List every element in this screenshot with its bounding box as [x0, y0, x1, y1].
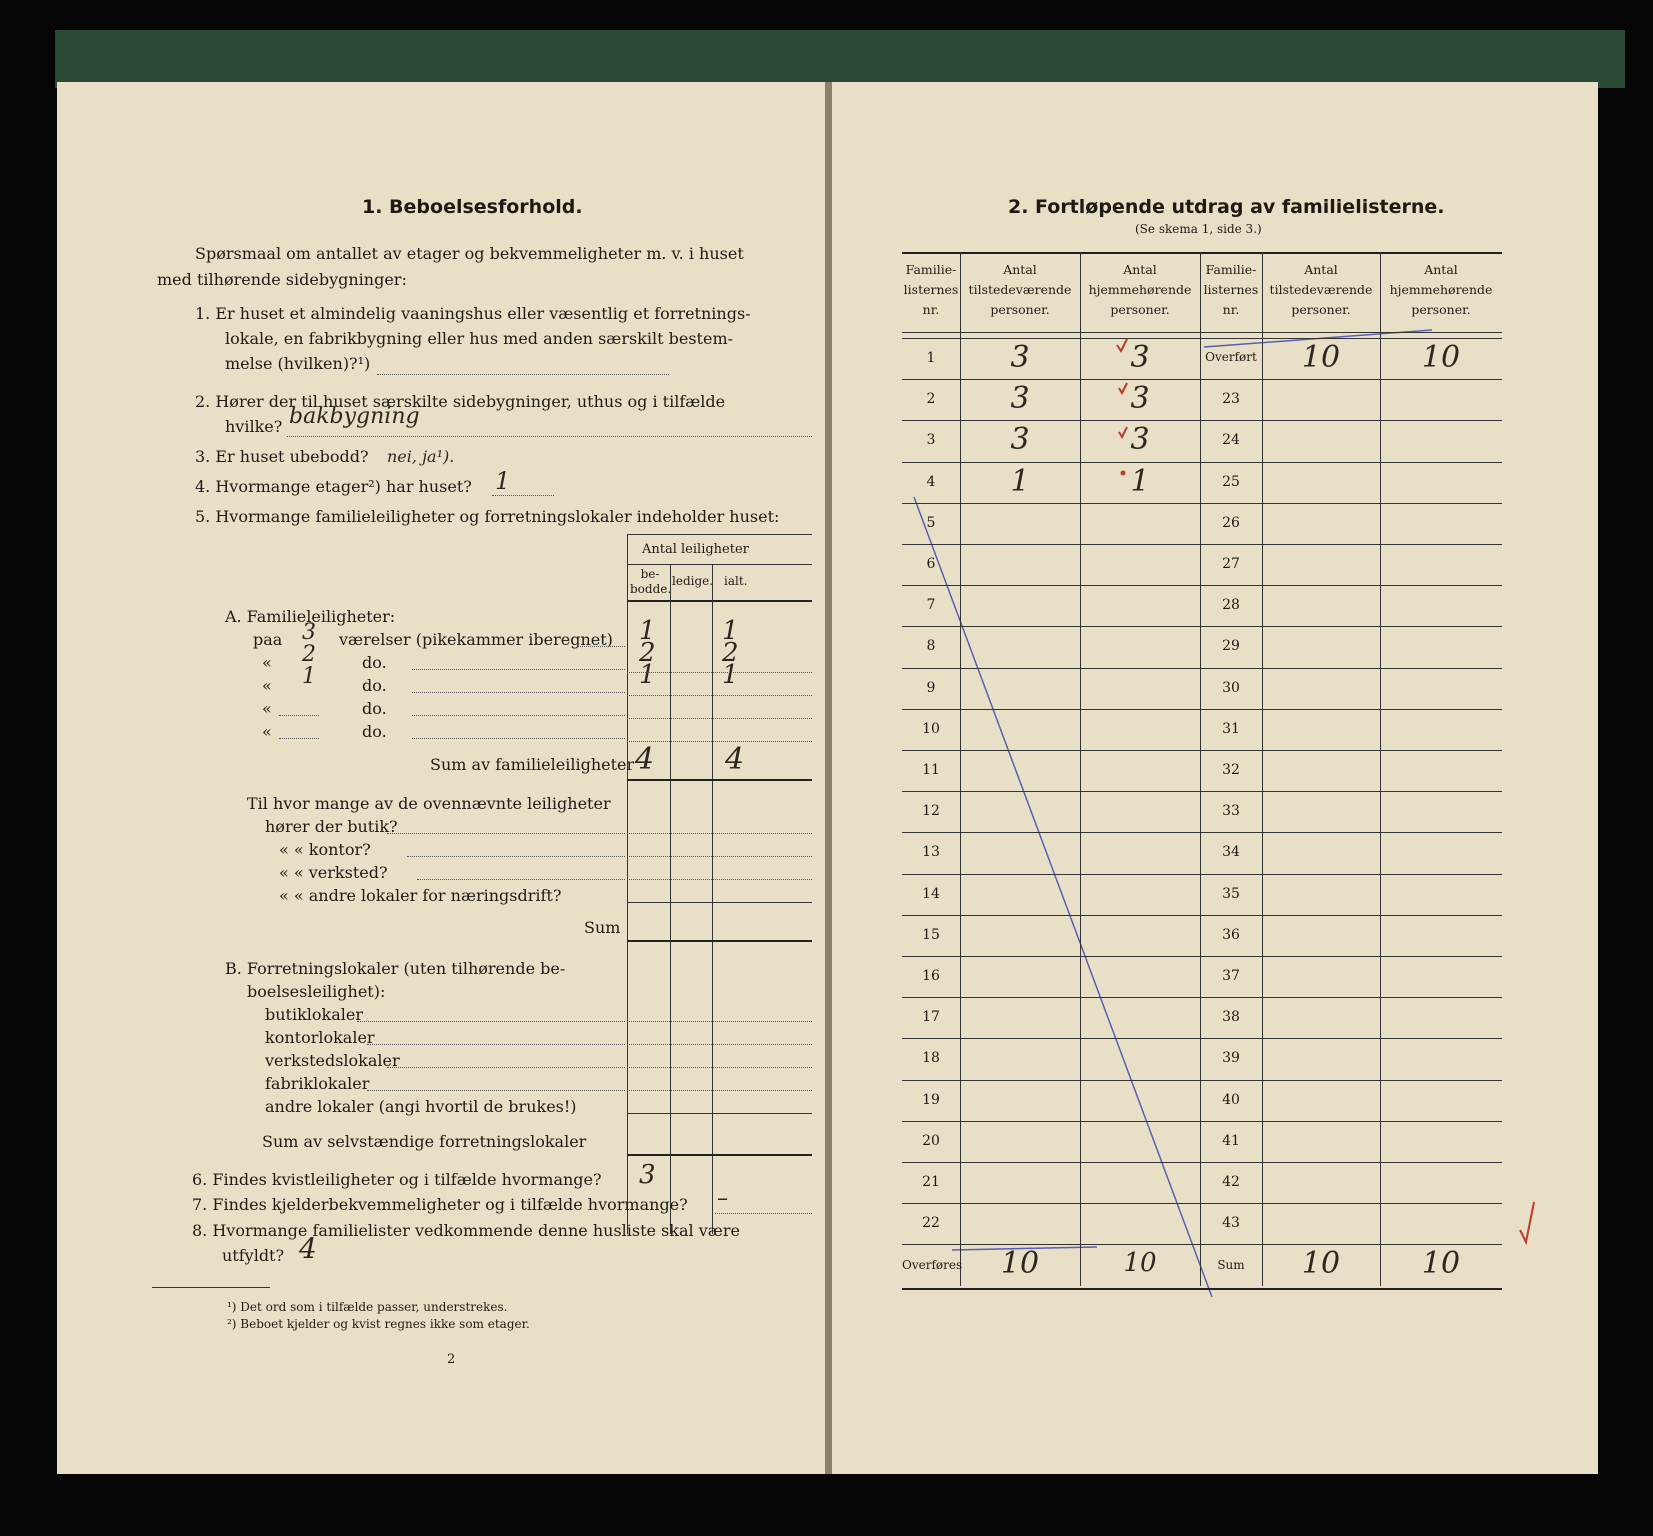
- question-6-answer-handwritten: 3: [639, 1160, 656, 1190]
- footnote-1: ¹) Det ord som i tilfælde passer, understrekes.: [227, 1300, 508, 1314]
- kontorlokaler-label: kontorlokaler: [265, 1028, 375, 1047]
- butik-row-rule: [627, 833, 812, 834]
- left-row-nr: 8: [926, 638, 936, 655]
- header-nr-right-line-1: Familie-: [1205, 262, 1257, 277]
- kontor-label: « « kontor?: [279, 840, 371, 859]
- andre-row-rule: [627, 902, 812, 903]
- question-8-answer-handwritten: 4: [299, 1232, 317, 1265]
- question-2-line-1: 2. Hører der til huset særskilte sidebygninger, uthus og i tilfælde: [195, 392, 726, 411]
- left-row-nr: 3: [926, 432, 936, 449]
- left-row-hjemme: 3: [1130, 381, 1150, 417]
- question-3: 3. Er huset ubebodd?: [195, 447, 369, 466]
- left-row-nr: 14: [922, 885, 940, 902]
- family-table-top-rule: [902, 252, 1502, 254]
- andre-label: « « andre lokaler for næringsdrift?: [279, 886, 562, 905]
- family-table-bottom-rule: [902, 1288, 1502, 1290]
- sum-family-bebodde: 4: [635, 742, 655, 777]
- footnote-separator: [152, 1287, 270, 1288]
- header-tilstede-left-line-1: Antal: [1003, 262, 1037, 277]
- row-1-dots: [577, 646, 625, 647]
- left-row-nr: 17: [922, 1009, 940, 1026]
- header-nr-right-line-2: listernes: [1203, 282, 1259, 297]
- header-tilstede-right-line-3: personer.: [1291, 302, 1351, 317]
- intro-line-1: Spørsmaal om antallet av etager og bekvemmeligheter m. v. i huset: [195, 244, 744, 263]
- footer-right-tilstede: 10: [1301, 1246, 1341, 1282]
- col-bebodde: be-bodde.: [630, 567, 672, 596]
- row-3-ialt: 1: [722, 660, 739, 690]
- family-table-row-rule-8: [902, 668, 1502, 669]
- right-row-nr: 37: [1222, 968, 1240, 984]
- family-table-header-rule: [902, 332, 1502, 333]
- header-hjemme-left-line-3: personer.: [1110, 302, 1170, 317]
- right-row-nr: 34: [1222, 844, 1240, 861]
- butik-question-line-1: Til hvor mange av de ovennævnte leiligheter: [247, 794, 611, 813]
- family-table-vrule-4: [1262, 252, 1263, 1286]
- right-row-nr: 36: [1222, 926, 1240, 943]
- table-row-rule-1: [627, 672, 812, 673]
- family-table-row-rule-20: [902, 1162, 1502, 1163]
- b-row-rule-1: [627, 1021, 812, 1022]
- apartment-table-top: [627, 534, 812, 535]
- family-table-row-rule-2: [902, 420, 1502, 421]
- family-table-row-rule-11: [902, 791, 1502, 792]
- question-1-line-3: melse (hvilken)?¹): [225, 354, 371, 373]
- right-row-nr: 25: [1222, 473, 1240, 490]
- row-2-ialt: 2: [722, 638, 739, 668]
- page-number: 2: [447, 1352, 456, 1367]
- right-row-tilstede: 10: [1301, 340, 1341, 375]
- sum-selvstendige-label: Sum av selvstændige forretningslokaler: [262, 1132, 587, 1151]
- right-page: [832, 82, 1598, 1474]
- family-table-row-rule-4: [902, 503, 1502, 504]
- left-row-nr: 10: [922, 720, 940, 737]
- kontor-row-rule: [627, 856, 812, 857]
- red-check-sum: [1520, 1202, 1534, 1242]
- right-row-nr: 41: [1222, 1132, 1240, 1149]
- answer-line-1: [377, 374, 669, 375]
- butiklokaler-dots: [357, 1021, 625, 1022]
- footer-sum-label: Sum: [1217, 1258, 1245, 1273]
- row-4-dots: [412, 715, 625, 716]
- section-title-utdrag: 2. Fortløpende utdrag av familielisterne.: [1008, 196, 1445, 218]
- row-5-label: do.: [362, 722, 387, 741]
- apartment-table-header: Antal leiligheter: [642, 542, 749, 557]
- right-row-nr: 29: [1222, 638, 1240, 655]
- left-row-tilstede: 3: [1010, 340, 1030, 375]
- question-3-options: nei, ja¹).: [387, 447, 455, 466]
- header-hjemme-right-line-2: hjemmehørende: [1389, 282, 1493, 297]
- row-4-rooms-line: [279, 715, 319, 716]
- left-row-nr: 5: [926, 514, 936, 531]
- answer-line-4: [492, 495, 554, 496]
- left-row-hjemme: 3: [1130, 422, 1150, 458]
- apartment-table-left-border: [627, 534, 628, 1234]
- table-row-rule-3: [627, 718, 812, 719]
- left-row-nr: 12: [922, 803, 940, 820]
- b-row-rule-3: [627, 1067, 812, 1068]
- row-3-rooms: 1: [302, 664, 316, 689]
- row-5-dots: [412, 738, 625, 739]
- left-row-nr: 4: [926, 473, 936, 490]
- family-table-row-rule-15: [902, 956, 1502, 957]
- apartment-table-col-2: [712, 564, 713, 1234]
- header-nr-left-line-2: listernes: [903, 282, 959, 297]
- right-row-nr: Overført: [1205, 350, 1257, 364]
- right-row-nr: 31: [1222, 720, 1240, 737]
- footer-overfores-label: Overføres: [902, 1258, 963, 1273]
- kontor-dots: [407, 856, 625, 857]
- sum-family-label: Sum av familieleiligheter: [430, 755, 635, 774]
- col-ledige: ledige.: [672, 574, 714, 588]
- header-hjemme-left-line-2: hjemmehørende: [1088, 282, 1192, 297]
- left-row-nr: 13: [922, 844, 940, 861]
- question-2-line-2: hvilke?: [225, 417, 283, 436]
- left-row-nr: 11: [922, 762, 940, 778]
- header-tilstede-left-line-3: personer.: [990, 302, 1050, 317]
- row-1-ialt: 1: [722, 616, 739, 646]
- family-table-row-rule-16: [902, 997, 1502, 998]
- left-row-nr: 18: [922, 1050, 940, 1067]
- fabriklokaler-label: fabriklokaler: [265, 1074, 370, 1093]
- fabriklokaler-dots: [367, 1090, 625, 1091]
- question-5: 5. Hvormange familieleiligheter og forretningslokaler indeholder huset:: [195, 507, 780, 526]
- footer-left-tilstede: 10: [1000, 1246, 1040, 1282]
- right-row-nr: 28: [1222, 597, 1240, 614]
- family-table-body-top-rule: [902, 338, 1502, 339]
- butiklokaler-label: butiklokaler: [265, 1005, 364, 1024]
- book-spine: [825, 82, 832, 1474]
- row-2-dots: [412, 669, 625, 670]
- question-1-line-2: lokale, en fabrikbygning eller hus med anden særskilt bestem-: [225, 329, 734, 348]
- answer-line-7: [715, 1213, 812, 1214]
- question-4: 4. Hvormange etager²) har huset?: [195, 477, 472, 496]
- butik-question-line-2: hører der butik?: [265, 817, 398, 836]
- row-2-prefix: «: [262, 653, 272, 672]
- question-7-answer-handwritten: –: [717, 1186, 728, 1211]
- scanner-background-strip: [55, 30, 1625, 88]
- verkstedslokaler-dots: [387, 1067, 625, 1068]
- verksted-dots: [417, 879, 625, 880]
- family-table-row-rule-13: [902, 874, 1502, 875]
- right-row-nr: 26: [1222, 514, 1240, 531]
- andre-lokaler-label: andre lokaler (angi hvortil de brukes!): [265, 1097, 577, 1116]
- family-table-row-rule-17: [902, 1038, 1502, 1039]
- row-3-dots: [412, 692, 625, 693]
- row-3-bebodde: 1: [639, 660, 656, 690]
- right-row-nr: 24: [1222, 432, 1240, 449]
- right-row-hjemme: 10: [1421, 340, 1461, 375]
- left-row-nr: 1: [926, 350, 936, 366]
- left-page: [57, 82, 825, 1474]
- header-nr-right-line-3: nr.: [1222, 302, 1240, 317]
- header-tilstede-right-line-1: Antal: [1304, 262, 1338, 277]
- left-row-nr: 19: [922, 1091, 940, 1108]
- row-5-prefix: «: [262, 722, 272, 741]
- verksted-row-rule: [627, 879, 812, 880]
- left-row-nr: 20: [922, 1132, 940, 1149]
- header-nr-left-line-1: Familie-: [905, 262, 957, 277]
- family-table-row-rule-6: [902, 585, 1502, 586]
- apartment-table-col-1: [670, 564, 671, 1234]
- left-row-nr: 16: [922, 968, 940, 984]
- row-3-prefix: «: [262, 676, 272, 695]
- left-row-tilstede: 3: [1010, 422, 1030, 458]
- intro-line-2: med tilhørende sidebygninger:: [157, 270, 407, 289]
- row-2-label: do.: [362, 653, 387, 672]
- header-tilstede-right-line-2: tilstedeværende: [1269, 282, 1373, 297]
- verkstedslokaler-label: verkstedslokaler: [265, 1051, 400, 1070]
- row-1-bebodde: 1: [639, 616, 656, 646]
- right-row-nr: 40: [1222, 1091, 1240, 1108]
- b-row-rule-2: [627, 1044, 812, 1045]
- row-1-label: værelser (pikekammer iberegnet): [339, 630, 613, 649]
- header-tilstede-left-line-2: tilstedeværende: [968, 282, 1072, 297]
- left-row-nr: 9: [926, 679, 936, 696]
- left-row-tilstede: 3: [1010, 381, 1030, 417]
- left-row-hjemme: 3: [1130, 340, 1150, 375]
- row-3-label: do.: [362, 676, 387, 695]
- section-b-line-1: B. Forretningslokaler (uten tilhørende be-: [225, 959, 566, 978]
- family-table-row-rule-10: [902, 750, 1502, 751]
- col-ialt: ialt.: [724, 574, 748, 588]
- family-table-row-rule-12: [902, 832, 1502, 833]
- right-row-nr: 38: [1222, 1009, 1240, 1026]
- kontorlokaler-dots: [367, 1044, 625, 1045]
- question-6: 6. Findes kvistleiligheter og i tilfælde hvormange?: [192, 1170, 602, 1189]
- right-row-nr: 33: [1222, 803, 1240, 820]
- butik-dots: [387, 833, 625, 834]
- family-table-row-rule-19: [902, 1121, 1502, 1122]
- right-row-nr: 27: [1222, 556, 1240, 572]
- question-7: 7. Findes kjelderbekvemmeligheter og i tilfælde hvormange?: [192, 1195, 688, 1214]
- row-4-prefix: «: [262, 699, 272, 718]
- verksted-label: « « verksted?: [279, 863, 388, 882]
- footer-left-hjemme: 10: [1123, 1248, 1157, 1279]
- table-row-rule-2: [627, 695, 812, 696]
- sum-rule: [627, 940, 812, 942]
- right-row-nr: 30: [1222, 679, 1240, 696]
- sum-family-rule: [627, 779, 812, 781]
- family-table-row-rule-3: [902, 462, 1502, 463]
- section-a-title: A. Familieleiligheter:: [225, 607, 396, 626]
- b-row-rule-4: [627, 1090, 812, 1091]
- right-row-nr: 35: [1222, 885, 1240, 902]
- right-row-nr: 43: [1222, 1215, 1240, 1232]
- left-row-nr: 6: [926, 556, 936, 572]
- left-row-nr: 21: [922, 1174, 940, 1190]
- left-row-tilstede: 1: [1010, 463, 1030, 499]
- apartment-table-col-rule: [627, 600, 812, 602]
- left-row-nr: 22: [922, 1215, 940, 1232]
- family-table-row-rule-9: [902, 709, 1502, 710]
- footer-right-hjemme: 10: [1421, 1246, 1461, 1282]
- question-4-answer-handwritten: 1: [495, 467, 511, 495]
- footnote-2: ²) Beboet kjelder og kvist regnes ikke som etager.: [227, 1317, 530, 1331]
- right-row-nr: 39: [1222, 1050, 1240, 1067]
- question-2-answer-handwritten: bakbygning: [289, 404, 420, 429]
- section-b-line-2: boelsesleilighet):: [247, 982, 386, 1001]
- family-table-row-rule-14: [902, 915, 1502, 916]
- question-8-line-1: 8. Hvormange familielister vedkommende denne husliste skal være: [192, 1221, 740, 1240]
- sum-selvstendige-rule: [627, 1154, 812, 1156]
- family-table-row-rule-7: [902, 626, 1502, 627]
- family-table-row-rule-5: [902, 544, 1502, 545]
- question-8-line-2: utfyldt?: [222, 1246, 285, 1265]
- sum-family-ialt: 4: [725, 742, 745, 777]
- family-table-vrule-5: [1380, 252, 1381, 1286]
- apartment-table-header-rule: [627, 564, 812, 565]
- row-1-prefix: paa: [253, 630, 283, 649]
- section-subtitle: (Se skema 1, side 3.): [1135, 222, 1262, 236]
- header-nr-left-line-3: nr.: [922, 302, 940, 317]
- family-table-row-rule-21: [902, 1203, 1502, 1204]
- family-table-row-rule-1: [902, 379, 1502, 380]
- answer-line-2: [287, 436, 812, 437]
- family-table-row-rule-18: [902, 1080, 1502, 1081]
- b-row-rule-5: [627, 1113, 812, 1114]
- left-row-nr: 2: [926, 391, 936, 408]
- right-row-nr: 42: [1222, 1174, 1240, 1190]
- question-1-line-1: 1. Er huset et almindelig vaaningshus eller væsentlig et forretnings-: [195, 304, 751, 323]
- row-2-rooms: 2: [302, 642, 316, 667]
- left-row-nr: 15: [922, 926, 940, 943]
- left-row-hjemme: 1: [1130, 463, 1150, 499]
- left-row-nr: 7: [926, 597, 936, 614]
- header-hjemme-right-line-3: personer.: [1411, 302, 1471, 317]
- sum-label: Sum: [584, 918, 621, 937]
- row-2-bebodde: 2: [639, 638, 656, 668]
- section-title-beboelsesforhold: 1. Beboelsesforhold.: [362, 196, 583, 218]
- right-row-nr: 32: [1222, 762, 1240, 778]
- row-4-label: do.: [362, 699, 387, 718]
- table-row-rule-4: [627, 741, 812, 742]
- row-1-rooms: 3: [302, 620, 316, 645]
- header-hjemme-right-line-1: Antal: [1424, 262, 1458, 277]
- header-hjemme-left-line-1: Antal: [1123, 262, 1157, 277]
- row-5-rooms-line: [279, 738, 319, 739]
- right-row-nr: 23: [1222, 391, 1240, 408]
- family-table-row-rule-22: [902, 1244, 1502, 1245]
